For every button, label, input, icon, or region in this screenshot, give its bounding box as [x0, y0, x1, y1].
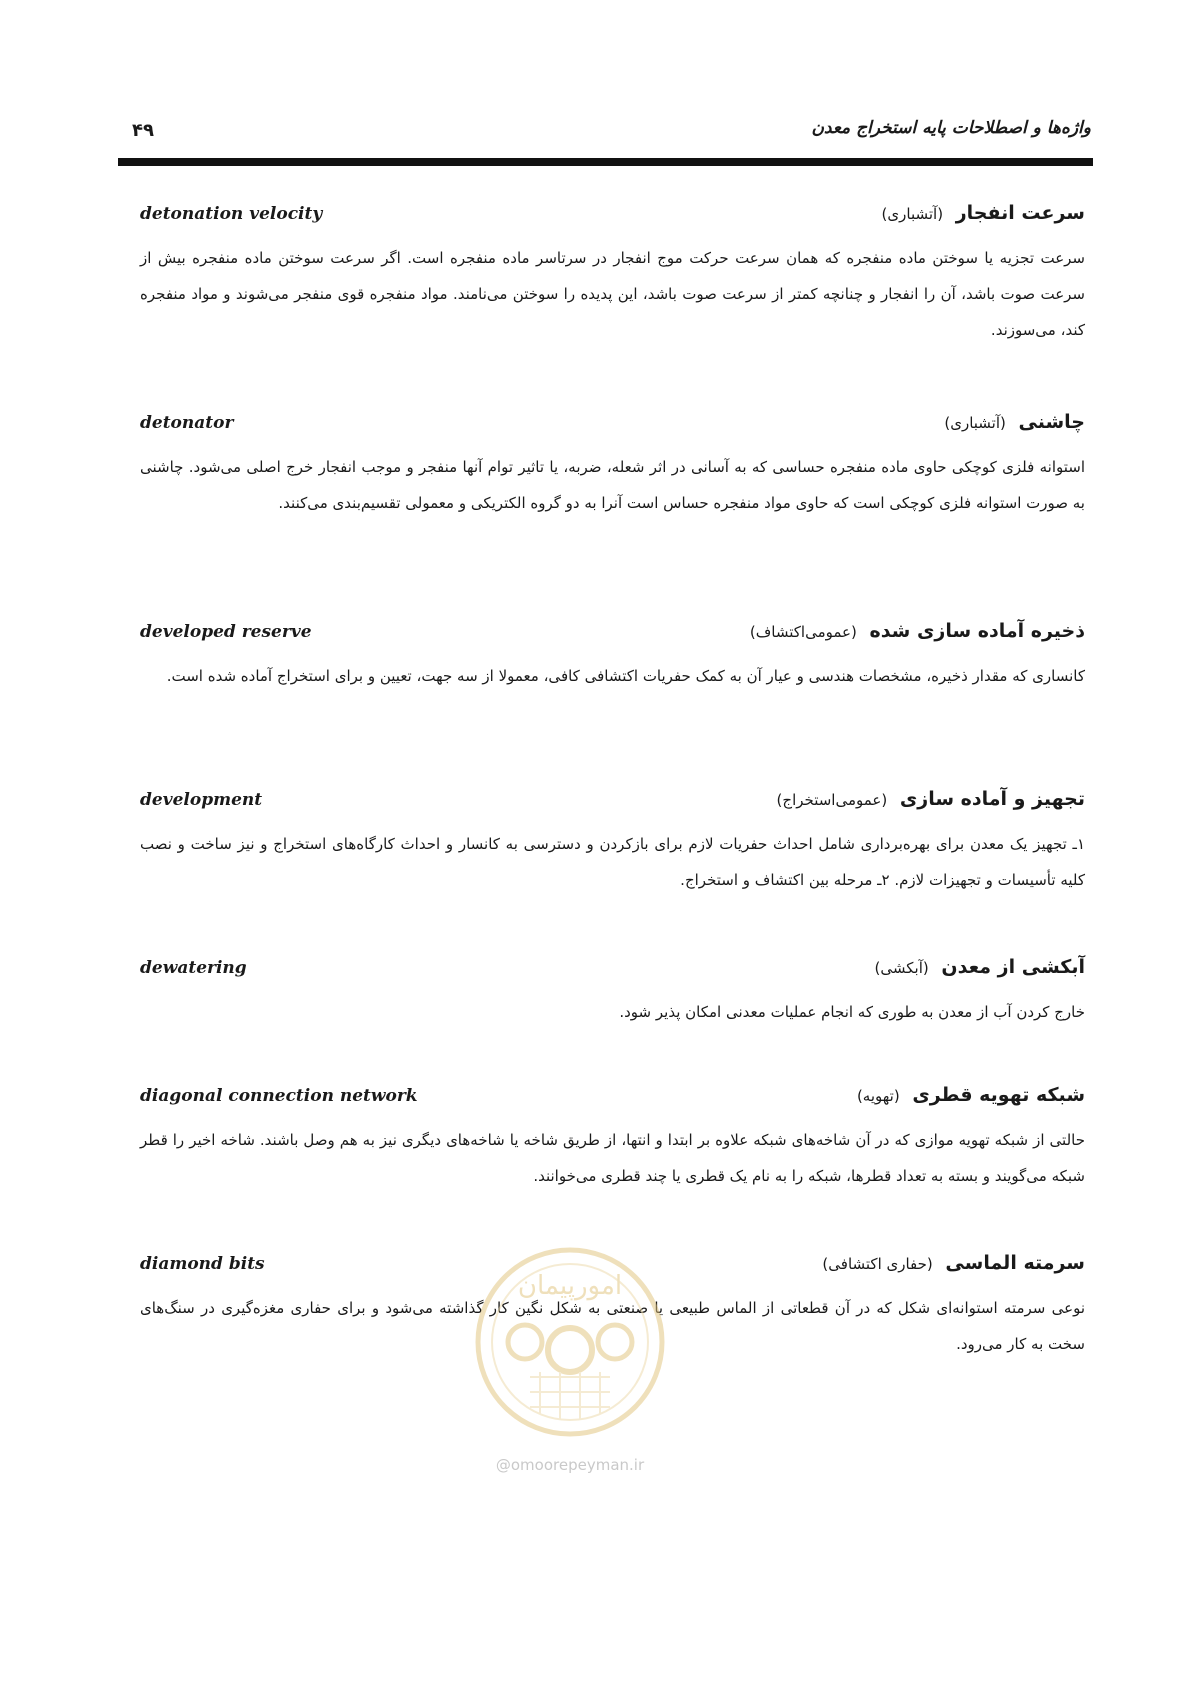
- page-number: ۴۹: [132, 120, 154, 141]
- glossary-entry: [140, 620, 1085, 694]
- watermark-logo: [470, 1242, 670, 1442]
- term-english: detonation velocity: [140, 204, 323, 224]
- term-persian: چاشنی (آتشباری): [944, 411, 1085, 433]
- term-category: (آبکشی): [874, 959, 929, 977]
- term-category: (تهویه): [856, 1087, 900, 1105]
- term-english: dewatering: [140, 958, 247, 978]
- term-definition: سرعت تجزیه یا سوختن ماده منفجره که همان سرعت حرکت موج انفجار در سرتاسر ماده منفجره است. اگر سرعت سوختن ماده منفجره بیش از سرعت صوت باشد، آن را انفجار و چنانچه کمتر از سرعت صوت باشد، این پدیده را سوختن می‌نامند. مواد منفجره قوی منفجر می‌شوند و مواد منفجره کند، می‌سوزند.: [140, 249, 1085, 339]
- running-title: واژه‌ها و اصطلاحات پایه استخراج معدن: [811, 118, 1091, 138]
- glossary-entry: [140, 788, 1085, 898]
- term-category: (حفاری اکتشافی): [822, 1255, 933, 1273]
- term-persian: سرعت انفجار (آتشباری): [881, 202, 1085, 224]
- term-definition: کانساری که مقدار ذخیره، مشخصات هندسی و عیار آن به کمک حفریات اکتشافی کافی، معمولا از سه جهت، تعیین و برای استخراج آماده شده است.: [166, 667, 1085, 685]
- term-persian: آبکشی از معدن (آبکشی): [874, 956, 1085, 978]
- term-category: (آتشباری): [944, 414, 1006, 432]
- header-rule: [118, 158, 1093, 165]
- term-english: detonator: [140, 413, 234, 433]
- term-persian: تجهیز و آماده سازی (عمومی‌استخراج): [776, 788, 1085, 810]
- term-category: (عمومی‌اکتشاف): [749, 623, 857, 641]
- term-definition: استوانه فلزی کوچکی حاوی ماده منفجره حساسی که به آسانی در اثر شعله، ضربه، یا تاثیر توام آنها منفجر و موجب انفجار خرج اصلی می‌شود. چاشنی به صورت استوانه فلزی کوچکی است که حاوی مواد منفجره حساس است آنرا به دو گروه الکتریکی و معمولی تقسیم‌بندی می‌کنند.: [140, 458, 1085, 512]
- term-definition: نوعی سرمته استوانه‌ای شکل که در آن قطعاتی از الماس طبیعی یا صنعتی به شکل نگین کار گذاشته می‌شود و برای حفاری مغزه‌گیری در سنگ‌های سخت به کار می‌رود.: [140, 1299, 1085, 1353]
- term-persian: شبکه تهویه قطری (تهویه): [856, 1084, 1085, 1106]
- watermark-url: @omoorepeyman.ir: [495, 1456, 645, 1474]
- term-english: diagonal connection network: [140, 1086, 418, 1106]
- glossary-entry: [140, 956, 1085, 1030]
- watermark-logo-text: امورپیمان: [517, 1271, 623, 1301]
- term-definition: خارج کردن آب از معدن به طوری که انجام عملیات معدنی امکان پذیر شود.: [619, 1003, 1085, 1021]
- glossary-entry: [140, 1084, 1085, 1194]
- term-definition: حالتی از شبکه تهویه موازی که در آن شاخه‌های شبکه علاوه بر ابتدا و انتها، از طریق شاخه یا شاخه‌های دیگری نیز به هم وصل باشند. شاخه اخیر را قطر شبکه می‌گویند و بسته به تعداد قطرها، شبکه را به نام یک قطری یا چند قطری می‌خوانند.: [140, 1131, 1085, 1185]
- term-persian: ذخیره آماده سازی شده (عمومی‌اکتشاف): [749, 620, 1085, 642]
- term-category: (عمومی‌استخراج): [776, 791, 888, 809]
- term-english: diamond bits: [140, 1254, 265, 1274]
- term-english: developed reserve: [140, 622, 312, 642]
- term-definition: ۱ـ تجهیز یک معدن برای بهره‌برداری شامل احداث حفریات لازم برای بازکردن و دسترسی به کانسار و احداث کارگاه‌های استخراج و نیز ساخت و نصب کلیه تأسیسات و تجهیزات لازم. ۲ـ مرحله بین اکتشاف و استخراج.: [140, 835, 1085, 889]
- page-header: [132, 118, 1091, 148]
- glossary-entry: [140, 411, 1085, 521]
- term-english: development: [140, 790, 263, 810]
- term-persian: سرمته الماسی (حفاری اکتشافی): [822, 1252, 1085, 1274]
- term-category: (آتشباری): [881, 205, 944, 223]
- glossary-entry: [140, 202, 1085, 348]
